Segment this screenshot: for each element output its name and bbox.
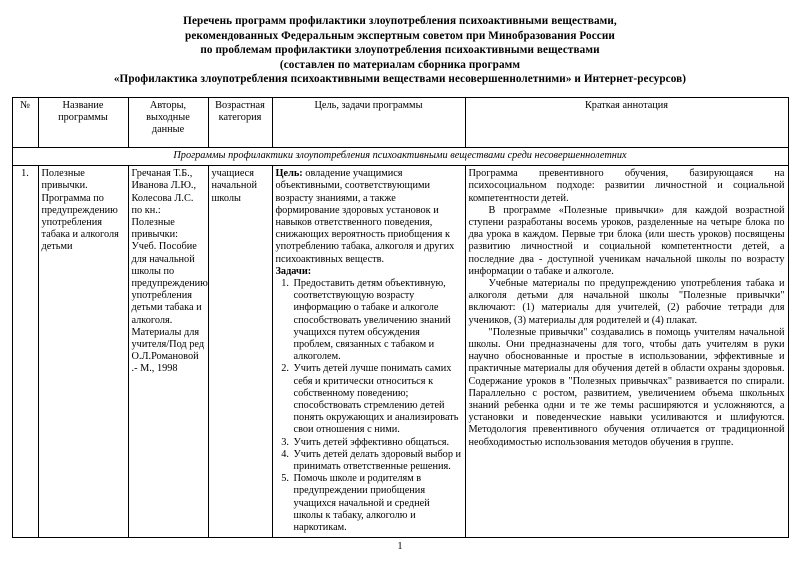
task-item: 2. Учить детей лучше понимать самих себя и критически относиться к собственному поведению; способствовать стремлению детей понять окружающих и анализировать свои отношения с ними.: [292, 363, 462, 436]
goal-text: овладение учащимися объективными, соответствующими возрасту знаниями, а также формирование здоровых установок и навыков ответственного поведения, снижающих вероятность приобщения к употреблению табака, алкоголя и других психоактивных веществ.: [275, 168, 455, 265]
task-item: 3. Учить детей эффективно общаться.: [292, 437, 462, 449]
task-item: 4. Учить детей делать здоровый выбор и принимать ответственные решения.: [292, 449, 462, 473]
annotation-paragraph: "Полезные привычки" создавались в помощь учителям начальной школы. Они предназначены для того, чтобы дать учителям в руки научно обоснованные и простые в использовании, эффективные и практичные материалы для обучения детей в области охраны здоровья. Содержание уроков в "Полезных привычках" развивается по спирали. Параллельно с ростом, развитием, увеличением объема школьных знаний ребенка одни и те же темы расширяются и усложняются, а установки и поведенческие навыки усиливаются и шлифуются. Методология превентивного обучения отличается от традиционной необходимостью использования методов обучения в группе.: [468, 326, 785, 448]
title-line-5: «Профилактика злоупотребления психоактивными веществами несовершеннолетними» и Интернет-ресурсов): [113, 73, 687, 86]
row-program-name: Полезные привычки. Программа по предупреждению употребления табака и алкоголя детьми: [38, 166, 128, 538]
row-age-category: учащиеся начальной школы: [208, 166, 272, 538]
column-header-authors: Авторы, выходные данные: [128, 97, 208, 147]
column-header-goals: Цель, задачи программы: [272, 97, 465, 147]
section-header-label: Программы профилактики злоупотребления психоактивными веществами среди несовершеннолетних: [12, 147, 788, 165]
section-header-row: [12, 147, 788, 165]
goal-statement: [276, 168, 462, 266]
document-title: [11, 14, 789, 87]
table-header: [12, 97, 788, 147]
annotation-paragraph: В программе «Полезные привычки» для каждой возрастной ступени разработаны восемь уроков, разделенные на четыре блока по два урока в каждом. Первые три блока (или шесть уроков) посвящены развитию личностной и социальной компетентности детей, а последние два - доступной ученикам начальной школы по возрасту информации о табаке и алкоголе.: [468, 204, 785, 277]
tasks-label: Задачи:: [275, 265, 312, 277]
task-item: 1. Предоставить детям объективную, соответствующую возрасту информацию о табаке и алкоголе способствовать увеличению знаний учащихся путем обсуждения проблем, связанных с табаком и алкоголем.: [292, 278, 462, 363]
row-number: 1.: [12, 166, 38, 538]
tasks-list: [276, 278, 462, 534]
column-header-program-name: Название программы: [38, 97, 128, 147]
column-header-annotation: Краткая аннотация: [465, 97, 788, 147]
row-goals: [272, 166, 465, 538]
title-line-4: (составлен по материалам сборника программ: [279, 58, 521, 71]
goal-label: Цель:: [275, 168, 303, 180]
title-line-1: Перечень программ профилактики злоупотребления психоактивными веществами,: [183, 15, 617, 27]
column-header-number: №: [12, 97, 38, 147]
table-row: [12, 166, 788, 538]
title-line-3: по проблемам профилактики злоупотребления психоактивными веществами: [200, 44, 600, 57]
annotation-paragraph: Учебные материалы по предупреждению употребления табака и алкоголя детьми для начальной школы "Полезные привычки" включают: (1) материалы для учителей, (2) рабочие тетради для учеников, (3) материалы для родителей и (4) плакат.: [468, 278, 785, 326]
column-header-age-category: Возрастная категория: [208, 97, 272, 147]
task-item: 5. Помочь школе и родителям в предупреждении приобщения учащихся начальной и средней школы к табаку, алкоголю и наркотикам.: [292, 473, 462, 534]
annotation-paragraph: Программа превентивного обучения, базирующаяся на психосоциальном подходе: развитии личностной и социальной компетентности детей.: [468, 168, 785, 204]
row-annotation: [465, 166, 788, 538]
title-line-2: рекомендованных Федеральным экспертным советом при Минобразования России: [185, 29, 615, 42]
page-number: 1: [397, 541, 403, 552]
programs-table: [12, 97, 789, 538]
row-authors: Гречаная Т.Б., Иванова Л.Ю., Колесова Л.С. по кн.: Полезные привычки: Учеб. Пособие для начальной школы по предупреждению употребления детьми табака и алкоголя. Материалы для учителя/Под ред О.Л.Романовой .- М., 1998: [128, 166, 208, 538]
table-header-row: [12, 97, 788, 147]
table-body: [12, 147, 788, 537]
